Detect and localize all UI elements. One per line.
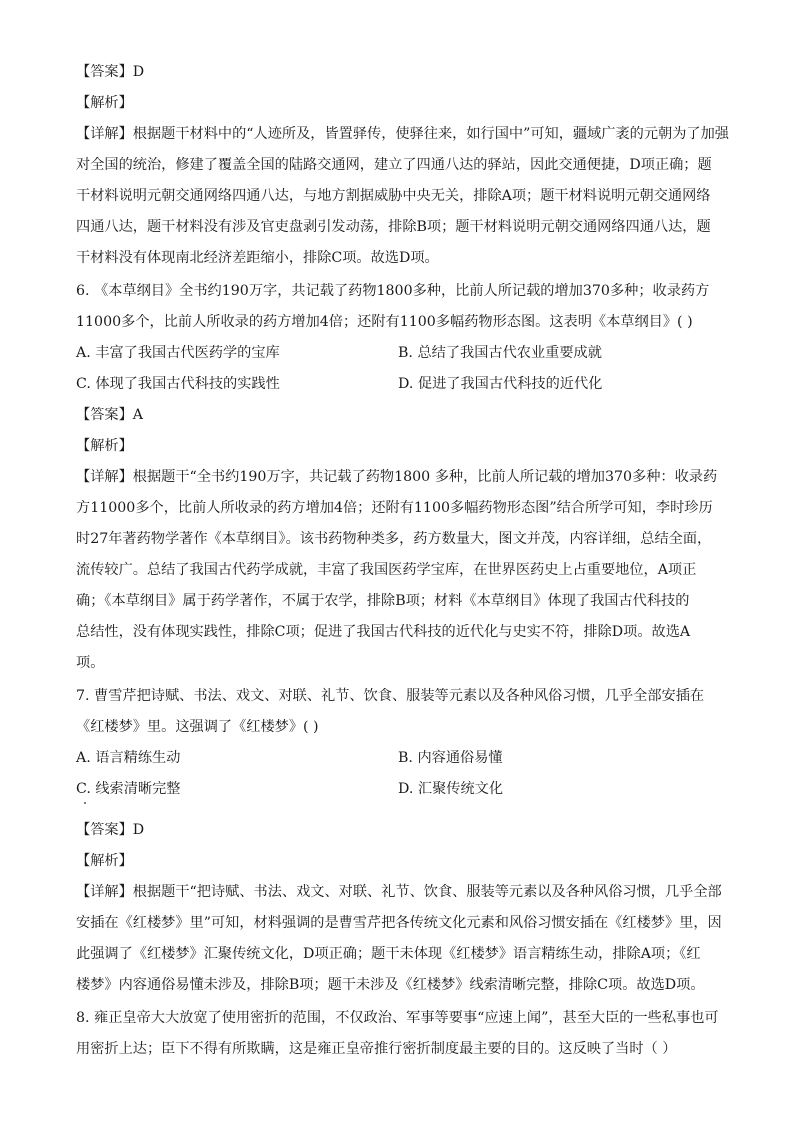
q6-detail-line: 时27年著药物学著作《本草纲目》。该书药物种类多，药方数量大，图文并茂，内容详细，总结全面，	[76, 531, 712, 547]
q8-stem-line: 8. 雍正皇帝大大放宽了使用密折的范围，不仅政治、军事等要事“应速上闻”，甚至大臣的一些私事也可	[76, 1010, 719, 1026]
q6-detail-line: 方11000多个，比前人所收录的药方增加4倍；还附有1100多幅药物形态图”结合所学可知，李时珍历	[76, 500, 713, 516]
q6-stem-line: 11000多个，比前人所收录的药方增加4倍；还附有1100多幅药物形态图。这表明《本草纲目》( )	[76, 314, 693, 330]
q5-detail-line: 干材料说明元朝交通网络四通八达，与地方割据威胁中央无关，排除A项；题干材料说明元朝交通网络	[76, 188, 711, 204]
q7-analysis-heading: 【解析】	[76, 853, 133, 869]
q6-option-c: C. 体现了我国古代科技的实践性	[76, 376, 280, 392]
q6-detail-line: 项。	[76, 655, 105, 671]
q6-option-b: B. 总结了我国古代农业重要成就	[398, 345, 602, 361]
q5-analysis-heading: 【解析】	[76, 95, 133, 111]
q7-option-c: C. 线索清晰完整	[76, 781, 181, 797]
q5-detail-line: 干材料没有体现南北经济差距缩小，排除C项。故选D项。	[76, 250, 439, 266]
q7-stem-line: 7. 曹雪芹把诗赋、书法、戏文、对联、礼节、饮食、服装等元素以及各种风俗习惯，几乎全部安插在	[76, 688, 705, 704]
q7-answer: 【答案】D	[76, 822, 145, 838]
q6-detail-line: 【详解】根据题干“全书约190万字，共记载了药物1800 多种，比前人所记载的增加370多种：收录药	[76, 469, 718, 485]
q6-detail-line: 流传较广。总结了我国古代药学成就，丰富了我国医药学宝库，在世界医药史上占重要地位，A项正	[76, 562, 697, 578]
q5-answer: 【答案】D	[76, 64, 145, 80]
q6-detail-line: 总结性，没有体现实践性，排除C项；促进了我国古代科技的近代化与史实不符，排除D项。故选A	[76, 624, 691, 640]
q7-option-d: D. 汇聚传统文化	[398, 781, 504, 797]
q5-detail-line: 【详解】根据题干材料中的“人迹所及，皆置驿传，使驿往来，如行国中”可知，疆域广袤的元朝为了加强	[76, 126, 729, 142]
q7-detail-line: 楼梦》内容通俗易懂未涉及，排除B项；题干未涉及《红楼梦》线索清晰完整，排除C项。故选D项。	[76, 977, 705, 993]
q7-detail-line: 【详解】根据题干“把诗赋、书法、戏文、对联、礼节、饮食、服装等元素以及各种风俗习惯，几乎全部	[76, 884, 722, 900]
stray-dot	[84, 802, 86, 804]
q7-stem-line: 《红楼梦》里。这强调了《红楼梦》( )	[76, 719, 319, 735]
q7-option-a: A. 语言精练生动	[76, 750, 181, 766]
q7-option-b: B. 内容通俗易懂	[398, 750, 503, 766]
q5-detail-line: 对全国的统治，修建了覆盖全国的陆路交通网，建立了四通八达的驿站，因此交通便捷，D项正确；题	[76, 157, 712, 173]
q8-stem-line: 用密折上达；臣下不得有所欺瞒，这是雍正皇帝推行密折制度最主要的目的。这反映了当时（ ）	[76, 1041, 677, 1057]
q7-detail-line: 此强调了《红楼梦》汇聚传统文化，D项正确；题干未体现《红楼梦》语言精练生动，排除A项；《红	[76, 946, 701, 962]
q6-analysis-heading: 【解析】	[76, 438, 133, 454]
q7-detail-line: 安插在《红楼梦》里”可知，材料强调的是曹雪芹把各传统文化元素和风俗习惯安插在《红楼梦》里，因	[76, 915, 722, 931]
q6-detail-line: 确；《本草纲目》属于药学著作，不属于农学，排除B项；材料《本草纲目》体现了我国古代科技的	[76, 593, 690, 609]
q6-option-d: D. 促进了我国古代科技的近代化	[398, 376, 603, 392]
q5-detail-line: 四通八达，题干材料没有涉及官吏盘剥引发动荡，排除B项；题干材料说明元朝交通网络四通八达，题	[76, 219, 711, 235]
q6-stem-line: 6. 《本草纲目》全书约190万字，共记载了药物1800多种，比前人所记载的增加370多种；收录药方	[76, 283, 710, 299]
q6-option-a: A. 丰富了我国古代医药学的宝库	[76, 345, 280, 361]
q6-answer: 【答案】A	[76, 407, 143, 423]
